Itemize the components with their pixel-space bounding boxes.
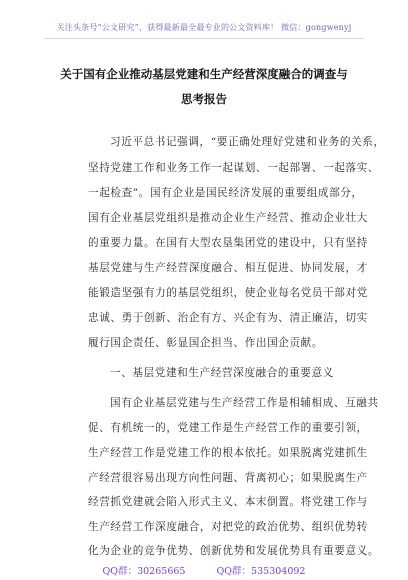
paragraph-1-line: 国有企业基层党组织是推动企业生产经营、推动企业壮大 (88, 212, 368, 224)
paragraph-2-line: 生产经营工作是党建工作的根本依托。如果脱离党建抓生 (88, 447, 368, 459)
paragraph-1-line: 忠诚、勇于创新、治企有方、兴企有为、清正廉洁，切实 (88, 312, 368, 324)
header-banner: 关注头条号“公文研究”，获得最新最全最专业的公文资料库！ 微信：gongwenyj (56, 23, 352, 32)
paragraph-2-line: 经营抓党建就会陷入形式主义、本末倒置。将党建工作与 (88, 496, 368, 508)
paragraph-1-line: 坚持党建工作和业务工作一起谋划、一起部署、一起落实、 (88, 162, 380, 174)
document-title-line-2: 思考报告 (181, 92, 227, 106)
footer-qq-group-1: QQ群：30265665 (102, 566, 186, 577)
paragraph-1-line: 能锻造坚强有力的基层党组织，使企业每名党员干部对党 (88, 287, 368, 299)
footer-qq-group-2: QQ群：535304092 (216, 566, 306, 577)
paragraph-1-line: 习近平总书记强调，“要正确处理好党建和业务的关系， (110, 136, 385, 148)
paragraph-1-line: 的重要力量。在国有大型农垦集团党的建设中，只有坚持 (88, 237, 368, 249)
document-title-line-1: 关于国有企业推动基层党建和生产经营深度融合的调查与 (60, 67, 348, 81)
paragraph-1-line: 一起检查”。国有企业是国民经济发展的重要组成部分， (88, 187, 363, 199)
paragraph-2-line: 产经营很容易出现方向性问题、背离初心；如果脱离生产 (88, 472, 368, 484)
paragraph-2-line: 生产经营工作深度融合，对把党的政治优势、组织优势转 (88, 521, 368, 533)
paragraph-2-line: 国有企业基层党建与生产经营工作是相辅相成、互融共 (110, 397, 379, 409)
section-heading: 一、基层党建和生产经营深度融合的重要意义 (110, 367, 334, 379)
paragraph-1-line: 基层党建与生产经营深度融合、相互促进、协同发展，才 (88, 262, 368, 274)
paragraph-1-line: 履行国企责任、彰显国企担当、作出国企贡献。 (88, 337, 324, 349)
paragraph-2-line: 化为企业的竞争优势、创新优势和发展优势具有重要意义。 (88, 545, 380, 557)
paragraph-2-line: 促、有机统一的，党建工作是生产经营工作的重要引领， (88, 422, 368, 434)
header-divider (44, 38, 364, 39)
footer-contact (0, 563, 408, 577)
